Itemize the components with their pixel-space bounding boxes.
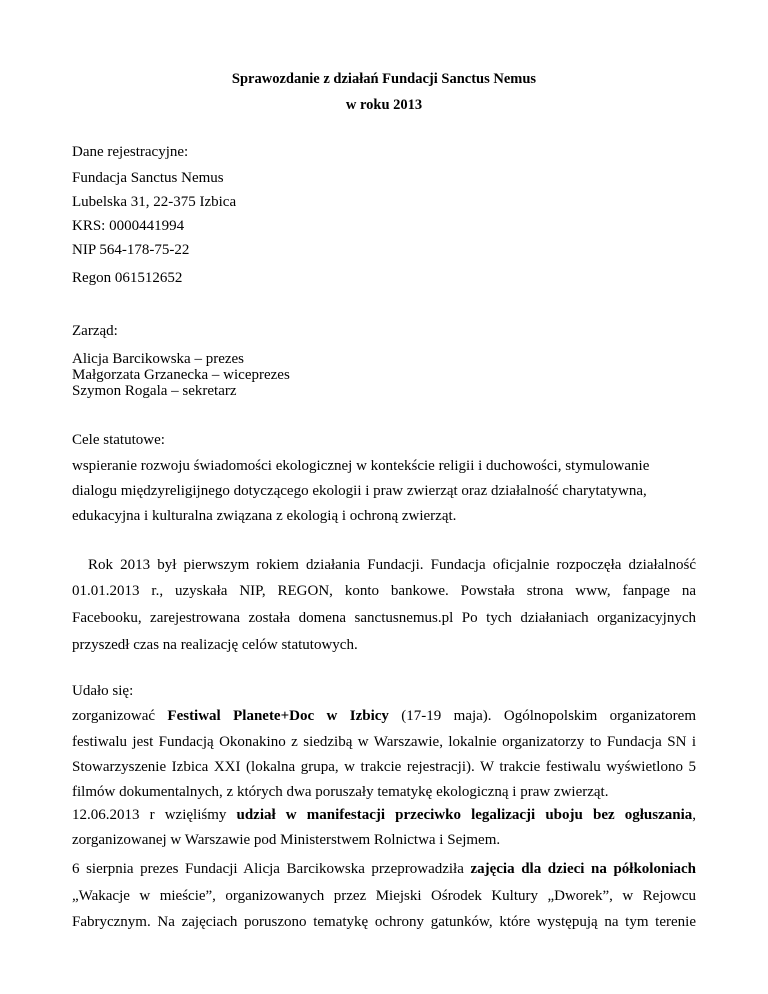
festival-line: festiwalu jest Fundacją Okonakino z siedzibą w Warszawie, lokalnie organizatorzy to Fundacja SN i <box>72 734 696 750</box>
festival-line: filmów dokumentalnych, z których dwa poruszały tematykę ekologiczną i praw zwierząt. <box>72 784 609 800</box>
festival-name: Festiwal Planete+Doc w Izbicy <box>167 708 389 724</box>
achievements-heading: Udało się: <box>72 683 134 699</box>
registration-krs: KRS: 0000441994 <box>72 218 185 234</box>
goals-line: edukacyjna i kulturalna związana z ekologią i ochroną zwierząt. <box>72 508 457 524</box>
registration-regon: Regon 061512652 <box>72 270 183 286</box>
board-member: Małgorzata Grzanecka – wiceprezes <box>72 367 290 383</box>
festival-line: Stowarzyszenie Izbica XXI (lokalna grupa, w trakcie rejestracji). W trakcie festiwalu wyświetlono 5 <box>72 759 696 775</box>
document-title: Sprawozdanie z działań Fundacji Sanctus Nemus <box>231 71 537 87</box>
registration-heading: Dane rejestracyjne: <box>72 144 189 160</box>
intro-line: przyszedł czas na realizację celów statutowych. <box>72 637 358 653</box>
goals-heading: Cele statutowe: <box>72 432 165 448</box>
board-member: Szymon Rogala – sekretarz <box>72 383 237 399</box>
classes-line: 6 sierpnia prezes Fundacji Alicja Barcikowska przeprowadziła zajęcia dla dzieci na półkoloniach <box>72 861 696 877</box>
classes-name: zajęcia dla dzieci na półkoloniach <box>470 861 696 877</box>
board-heading: Zarząd: <box>72 323 118 339</box>
intro-line: 01.01.2013 r., uzyskała NIP, REGON, konto bankowe. Powstała strona www, fanpage na <box>72 583 696 599</box>
classes-line: Fabrycznym. Na zajęciach poruszono tematykę ochrony gatunków, które występują na tym terenie <box>72 914 696 930</box>
document-year: w roku 2013 <box>345 97 423 113</box>
intro-line: Facebooku, zarejestrowana została domena sanctusnemus.pl Po tych działaniach organizacyjnych <box>72 610 696 626</box>
registration-address: Lubelska 31, 22-375 Izbica <box>72 194 237 210</box>
registration-name: Fundacja Sanctus Nemus <box>72 170 224 186</box>
board-member: Alicja Barcikowska – prezes <box>72 351 245 367</box>
festival-line: zorganizować Festiwal Planete+Doc w Izbicy (17-19 maja). Ogólnopolskim organizatorem <box>72 708 696 724</box>
goals-line: wspieranie rozwoju świadomości ekologicznej w kontekście religii i duchowości, stymulowanie <box>72 458 650 474</box>
manifest-name: udział w manifestacji przeciwko legalizacji uboju bez ogłuszania <box>236 807 693 823</box>
manifest-line: zorganizowanej w Warszawie pod Ministerstwem Rolnictwa i Sejmem. <box>72 832 501 848</box>
goals-line: dialogu międzyreligijnego dotyczącego ekologii i praw zwierząt oraz działalność charytatywna, <box>72 483 647 499</box>
manifest-line: 12.06.2013 r wzięliśmy udział w manifestacji przeciwko legalizacji uboju bez ogłuszania, <box>72 807 697 823</box>
classes-line: „Wakacje w mieście”, organizowanych przez Miejski Ośrodek Kultury „Dworek”, w Rejowcu <box>72 888 696 904</box>
intro-line: Rok 2013 był pierwszym rokiem działania Fundacji. Fundacja oficjalnie rozpoczęła działalność <box>88 557 696 573</box>
registration-nip: NIP 564-178-75-22 <box>72 242 190 258</box>
